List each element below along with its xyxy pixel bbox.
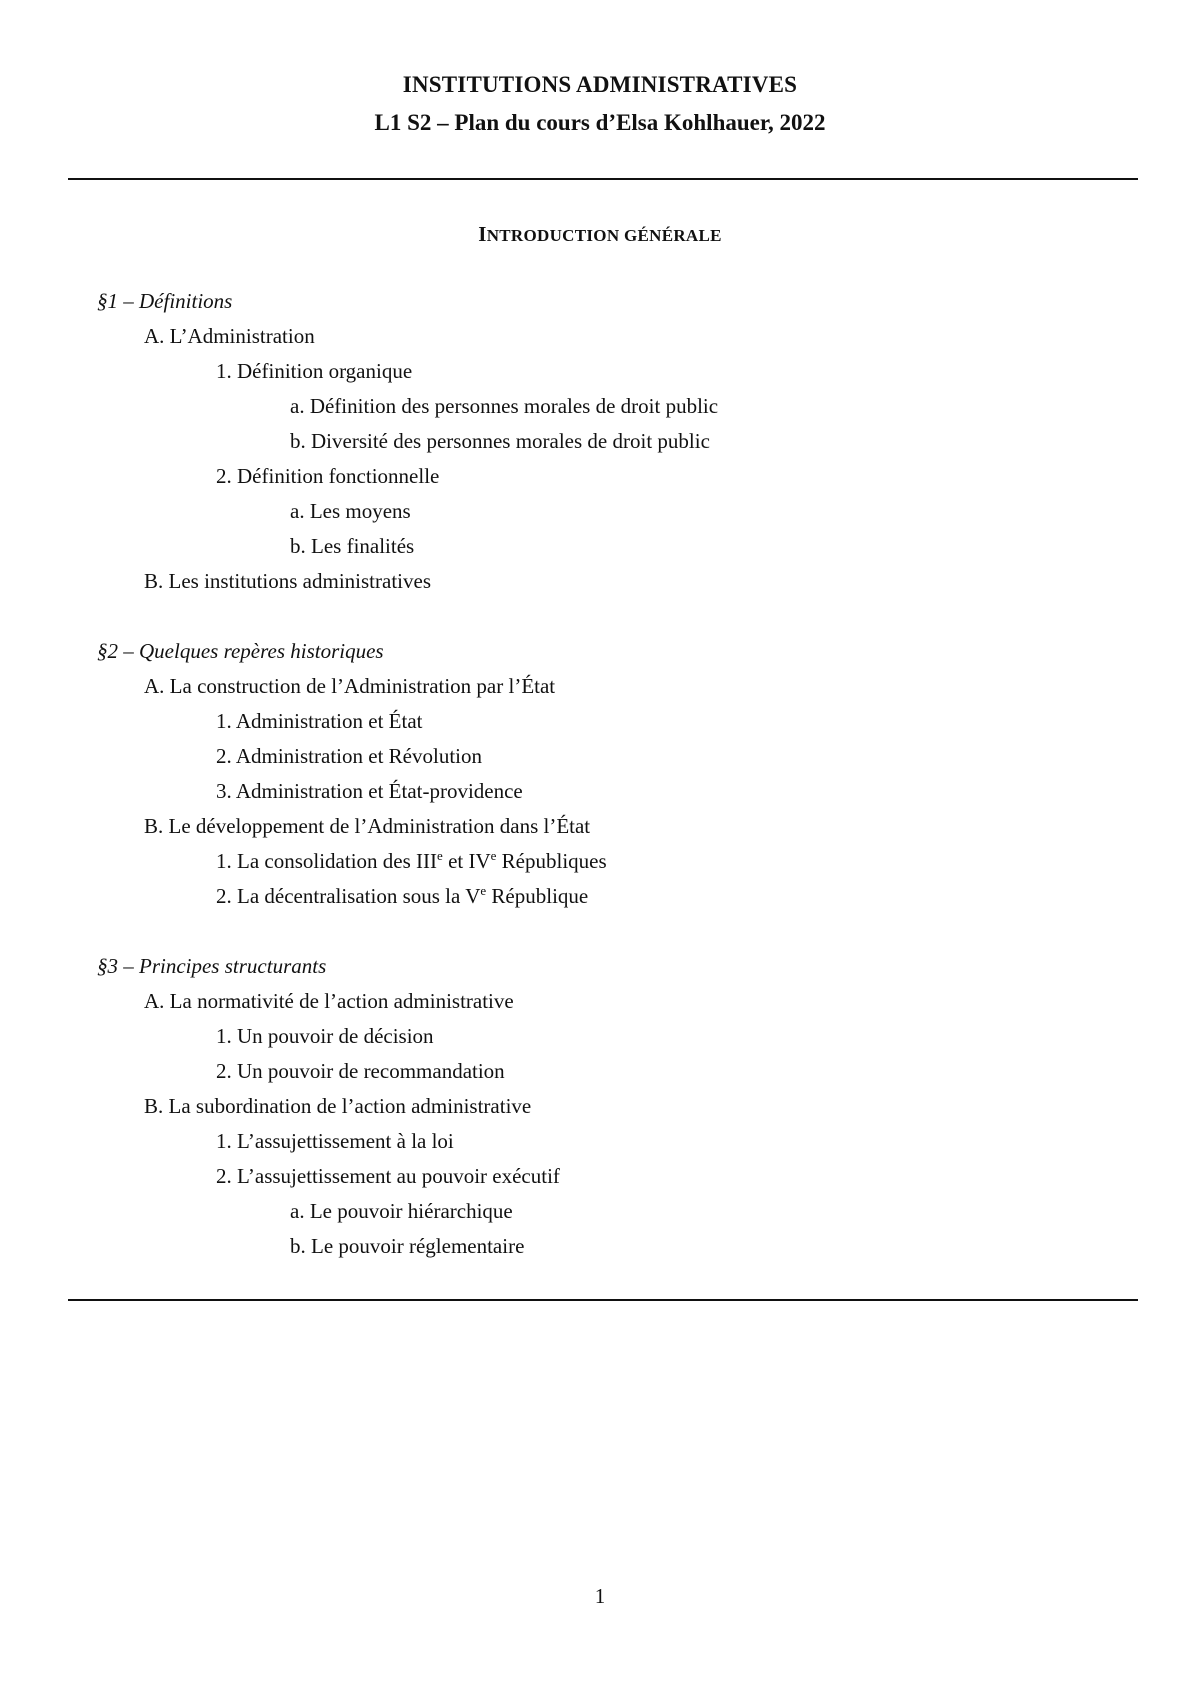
outline-item: B. Les institutions administratives [144,569,431,593]
outline-item: a. Le pouvoir hiérarchique [290,1199,513,1223]
outline-item: 1. Administration et État [216,709,423,733]
outline-item: A. L’Administration [144,324,315,348]
outline-item-text: 1. La consolidation des III [216,849,438,873]
outline-item: a. Les moyens [290,499,411,523]
outline-item: b. Les finalités [290,534,415,558]
paragraph-2-title: §2 – Quelques repères historiques [97,639,384,663]
top-divider [68,178,1138,180]
document-title: INSTITUTIONS ADMINISTRATIVES [402,72,798,97]
outline-item: A. La normativité de l’action administrative [144,989,514,1013]
outline-item: B. La subordination de l’action administrative [144,1094,532,1118]
bottom-divider [68,1299,1138,1301]
outline-item: a. Définition des personnes morales de droit public [290,394,719,418]
outline-item: 2. L’assujettissement au pouvoir exécutif [216,1164,560,1188]
section-heading-initial: I [478,222,487,246]
outline-item: A. La construction de l’Administration par l’État [144,674,556,698]
superscript: e [480,883,487,898]
outline-item: B. Le développement de l’Administration dans l’État [144,814,591,838]
outline-item-text: et IV [442,849,491,873]
outline-item: 1. L’assujettissement à la loi [216,1129,454,1153]
paragraph-3-title: §3 – Principes structurants [97,954,327,978]
outline-item [0,879,1200,914]
outline-item: 2. Un pouvoir de recommandation [216,1059,505,1083]
outline-item [0,844,1200,879]
spacer [0,599,1200,634]
outline-item-text: 2. La décentralisation sous la V [216,884,481,908]
outline-item-text: République [486,884,589,908]
outline-item: 1. Un pouvoir de décision [216,1024,434,1048]
section-heading-rest: NTRODUCTION GÉNÉRALE [486,226,722,245]
outline-item: 2. Définition fonctionnelle [216,464,440,488]
outline-item: 2. Administration et Révolution [216,744,482,768]
outline-item: 1. Définition organique [216,359,413,383]
document-subtitle: L1 S2 – Plan du cours d’Elsa Kohlhauer, 2022 [374,110,826,135]
spacer [0,914,1200,949]
outline-item: 3. Administration et État-providence [216,779,523,803]
paragraph-1-title: §1 – Définitions [97,289,233,313]
superscript: e [490,848,497,863]
course-outline [0,284,1200,1264]
outline-item: b. Diversité des personnes morales de droit public [290,429,710,453]
superscript: e [437,848,443,863]
section-heading [0,222,1200,247]
page-number: 1 [594,1584,606,1608]
outline-item-text: Républiques [496,849,607,873]
outline-item: b. Le pouvoir réglementaire [290,1234,525,1258]
